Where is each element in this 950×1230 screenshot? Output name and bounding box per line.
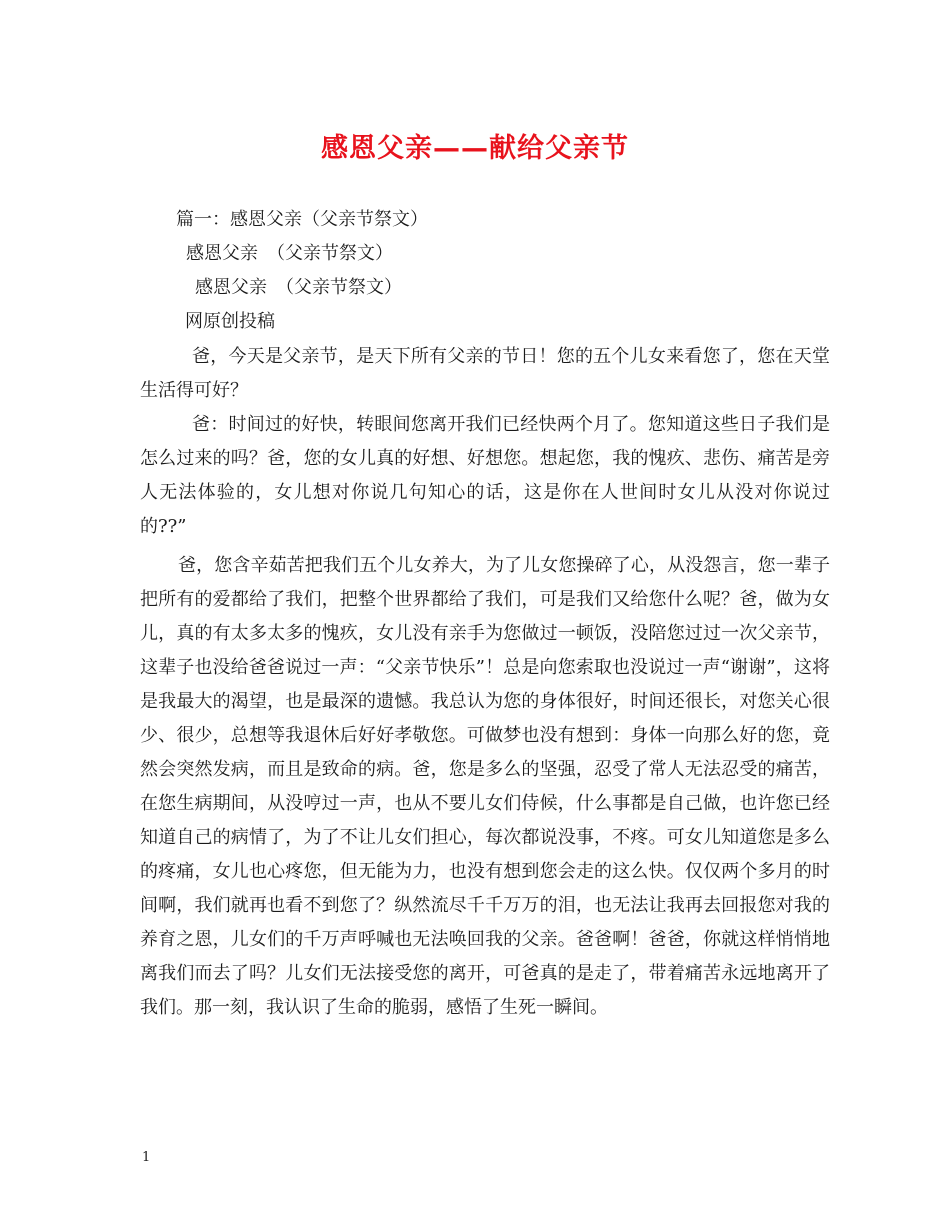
paragraph-1: 爸，今天是父亲节，是天下所有父亲的节日！您的五个儿女来看您了，您在天堂生活得可好？: [140, 346, 830, 401]
paragraph-3: 爸，您含辛茹苦把我们五个儿女养大，为了儿女您操碎了心，从没怨言，您一辈子把所有的爱都给了我们，把整个世界都给了我们，可是我们又给您什么呢？爸，做为女儿，真的有太多太多的愧疚，女儿没有亲手为您做过一顿饭，没陪您过过一次父亲节，这辈子也没给爸爸说过一声：“父亲节快乐”！总是向您索取也没说过一声“谢谢”，这将是我最大的渴望，也是最深的遗憾。我总认为您的身体很好，时间还很长，对您关心很少、很少，总想等我退休后好好孝敬您。可做梦也没有想到：身体一向那么好的您，竟然会突然发病，而且是致命的病。爸，您是多么的坚强，忍受了常人无法忍受的痛苦，在您生病期间，从没哼过一声，也从不要儿女们侍候，什么事都是自己做，也许您已经知道自己的病情了，为了不让儿女们担心，每次都说没事，不疼。可女儿知道您是多么的疼痛，女儿也心疼您，但无能为力，也没有想到您会走的这么快。仅仅两个多月的时间啊，我们就再也看不到您了？纵然流尽千千万万的泪，也无法让我再去回报您对我的养育之恩，儿女们的千万声呼喊也无法唤回我的父亲。爸爸啊！爸爸，你就这样悄悄地离我们而去了吗？儿女们无法接受您的离开，可爸真的是走了，带着痛苦永远地离开了我们。那一刻，我认识了生命的脆弱，感悟了生死一瞬间。: [140, 555, 830, 1018]
subtitle-2: 感恩父亲 （父亲节祭文）: [195, 277, 402, 298]
page-number: 1: [142, 1150, 151, 1165]
section-heading: 篇一：感恩父亲（父亲节祭文）: [176, 209, 428, 230]
subtitle-1: 感恩父亲 （父亲节祭文）: [186, 243, 393, 264]
document-title: 感恩父亲——献给父亲节: [321, 133, 629, 164]
source-line: 网原创投稿: [185, 311, 275, 332]
paragraph-2: 爸：时间过的好快，转眼间您离开我们已经快两个月了。您知道这些日子我们是怎么过来的吗？爸，您的女儿真的好想、好想您。想起您，我的愧疚、悲伤、痛苦是旁人无法体验的，女儿想对你说几句知心的话，这是你在人世间时女儿从没对你说过的??”: [140, 414, 830, 537]
